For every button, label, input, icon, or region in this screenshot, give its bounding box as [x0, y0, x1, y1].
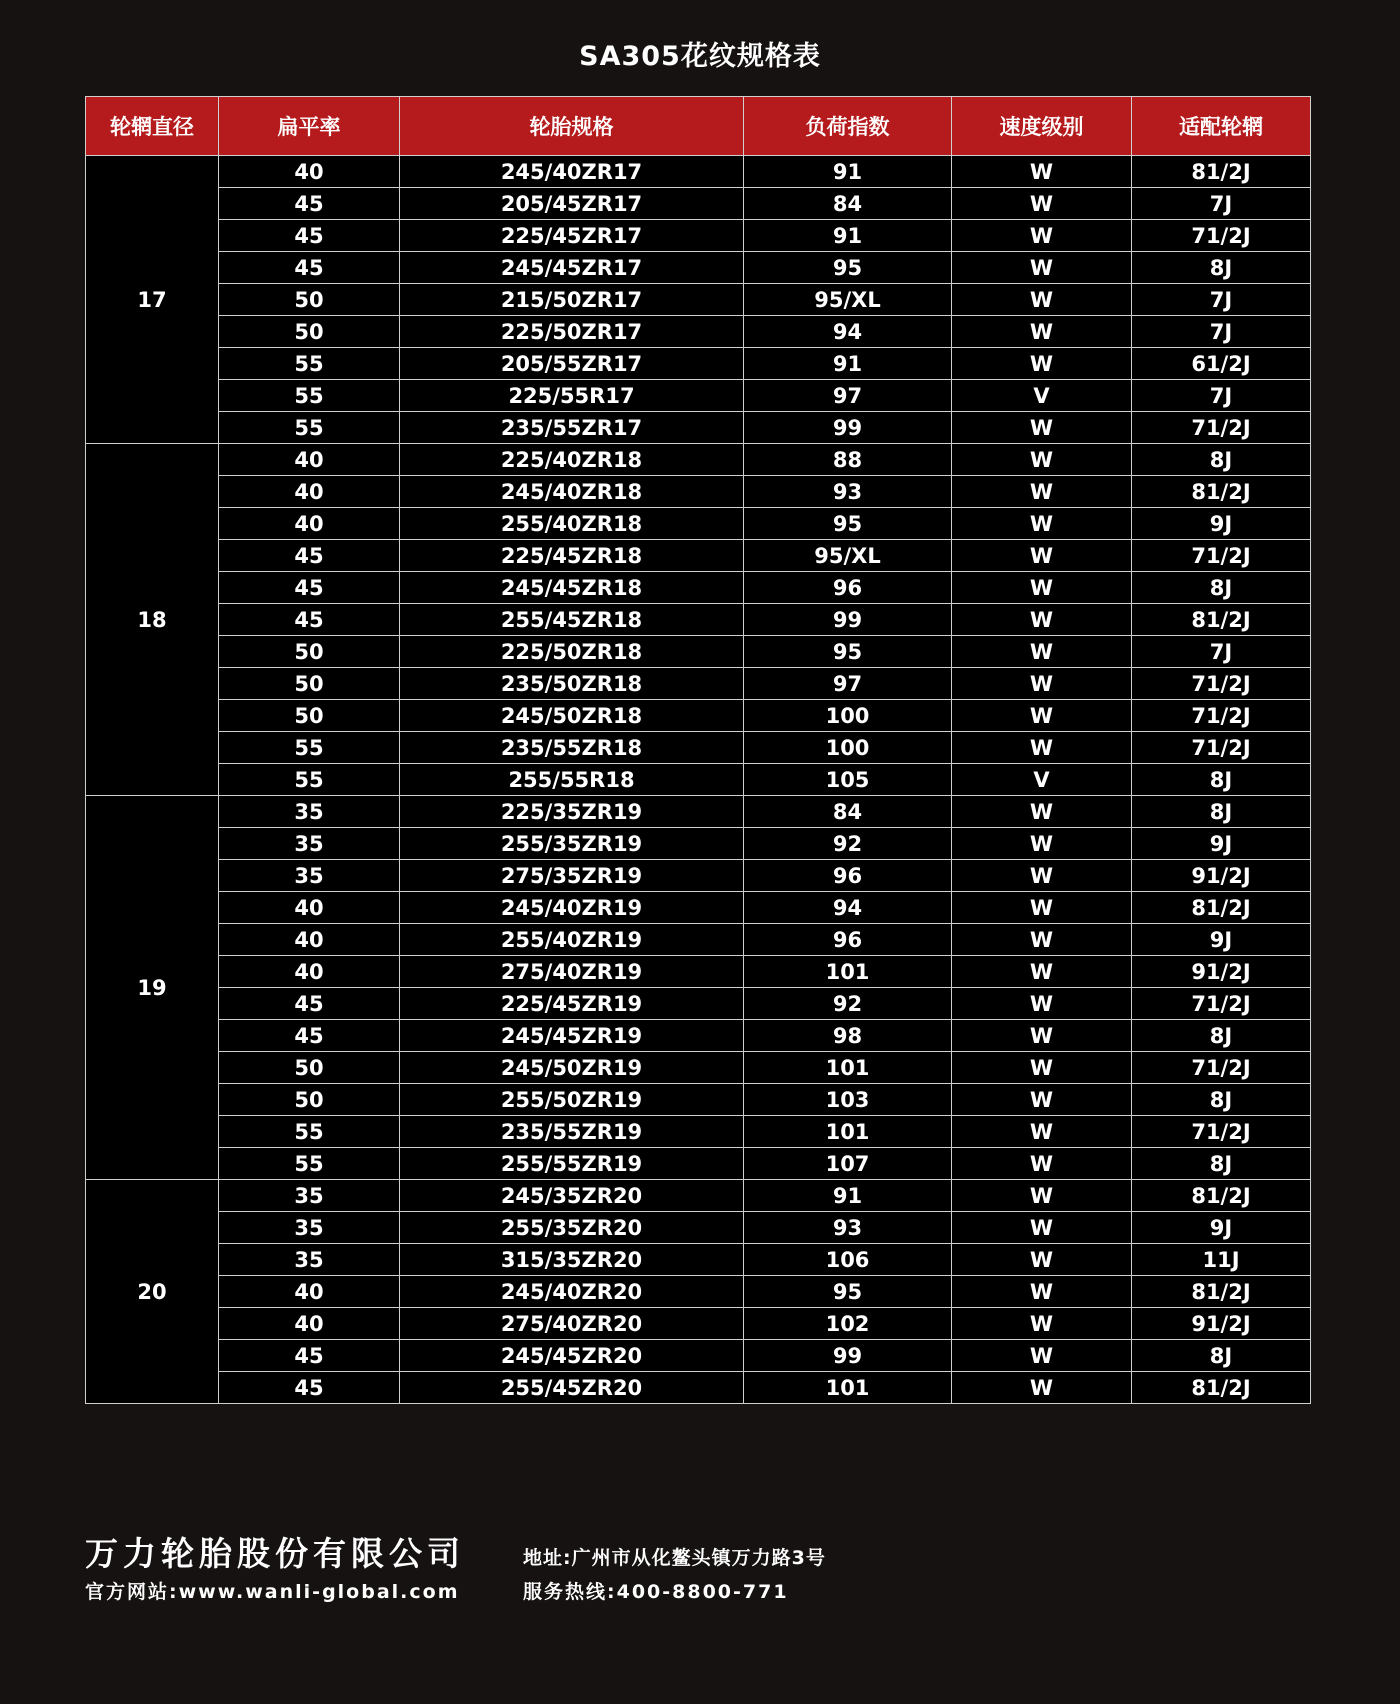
rim-diameter-cell: 20: [86, 1180, 219, 1404]
website-link[interactable]: 官方网站:www.wanli-global.com: [85, 1581, 460, 1603]
aspect-ratio-cell: 45: [219, 988, 400, 1020]
rim-fit-cell: 71/2J: [1132, 540, 1311, 572]
speed-rating-cell: W: [952, 1340, 1132, 1372]
tire-size-cell: 245/45ZR18: [400, 572, 744, 604]
rim-fit-cell: 71/2J: [1132, 988, 1311, 1020]
table-row: [86, 732, 1311, 764]
table-row: [86, 796, 1311, 828]
tire-size-cell: 245/40ZR17: [400, 156, 744, 188]
rim-fit-cell: 61/2J: [1132, 348, 1311, 380]
load-index-cell: 103: [744, 1084, 952, 1116]
load-index-cell: 96: [744, 924, 952, 956]
tire-size-cell: 235/55ZR19: [400, 1116, 744, 1148]
table-row: [86, 252, 1311, 284]
rim-fit-cell: 8J: [1132, 764, 1311, 796]
rim-fit-cell: 71/2J: [1132, 700, 1311, 732]
table-row: [86, 1084, 1311, 1116]
rim-diameter-cell: 18: [86, 444, 219, 796]
rim-fit-cell: 81/2J: [1132, 892, 1311, 924]
rim-fit-cell: 9J: [1132, 828, 1311, 860]
aspect-ratio-cell: 40: [219, 508, 400, 540]
speed-rating-cell: W: [952, 892, 1132, 924]
load-index-cell: 98: [744, 1020, 952, 1052]
load-index-cell: 84: [744, 188, 952, 220]
load-index-cell: 88: [744, 444, 952, 476]
rim-fit-cell: 81/2J: [1132, 1180, 1311, 1212]
table-row: [86, 572, 1311, 604]
tire-size-cell: 275/40ZR20: [400, 1308, 744, 1340]
rim-fit-cell: 91/2J: [1132, 860, 1311, 892]
aspect-ratio-cell: 55: [219, 1116, 400, 1148]
table-row: [86, 988, 1311, 1020]
table-row: [86, 1212, 1311, 1244]
rim-fit-cell: 71/2J: [1132, 220, 1311, 252]
rim-fit-cell: 8J: [1132, 1340, 1311, 1372]
speed-rating-cell: W: [952, 1212, 1132, 1244]
aspect-ratio-cell: 40: [219, 892, 400, 924]
table-row: [86, 1052, 1311, 1084]
aspect-ratio-cell: 40: [219, 476, 400, 508]
aspect-ratio-cell: 35: [219, 860, 400, 892]
tire-size-cell: 235/50ZR18: [400, 668, 744, 700]
load-index-cell: 95/XL: [744, 540, 952, 572]
rim-fit-cell: 7J: [1132, 636, 1311, 668]
load-index-cell: 97: [744, 668, 952, 700]
table-row: [86, 860, 1311, 892]
table-header-row: [86, 97, 1311, 156]
rim-fit-cell: 8J: [1132, 444, 1311, 476]
aspect-ratio-cell: 40: [219, 924, 400, 956]
company-name: 万力轮胎股份有限公司: [85, 1534, 465, 1573]
load-index-cell: 91: [744, 1180, 952, 1212]
tire-size-cell: 255/55ZR19: [400, 1148, 744, 1180]
tire-size-cell: 255/45ZR18: [400, 604, 744, 636]
rim-fit-cell: 9J: [1132, 924, 1311, 956]
speed-rating-cell: W: [952, 156, 1132, 188]
load-index-cell: 101: [744, 1116, 952, 1148]
aspect-ratio-cell: 50: [219, 1052, 400, 1084]
tire-size-cell: 205/55ZR17: [400, 348, 744, 380]
tire-size-cell: 255/35ZR19: [400, 828, 744, 860]
tire-size-cell: 205/45ZR17: [400, 188, 744, 220]
aspect-ratio-cell: 35: [219, 1212, 400, 1244]
rim-fit-cell: 71/2J: [1132, 412, 1311, 444]
aspect-ratio-cell: 40: [219, 1308, 400, 1340]
load-index-cell: 94: [744, 892, 952, 924]
load-index-cell: 92: [744, 828, 952, 860]
tire-size-cell: 245/35ZR20: [400, 1180, 744, 1212]
load-index-cell: 101: [744, 1372, 952, 1404]
rim-fit-cell: 91/2J: [1132, 956, 1311, 988]
speed-rating-cell: W: [952, 1020, 1132, 1052]
tire-size-cell: 225/45ZR19: [400, 988, 744, 1020]
speed-rating-cell: W: [952, 412, 1132, 444]
table-row: [86, 1180, 1311, 1212]
speed-rating-cell: W: [952, 604, 1132, 636]
tire-size-cell: 215/50ZR17: [400, 284, 744, 316]
tire-size-cell: 225/55R17: [400, 380, 744, 412]
aspect-ratio-cell: 45: [219, 1020, 400, 1052]
speed-rating-cell: W: [952, 700, 1132, 732]
table-row: [86, 316, 1311, 348]
tire-size-cell: 245/50ZR19: [400, 1052, 744, 1084]
table-row: [86, 1244, 1311, 1276]
aspect-ratio-cell: 55: [219, 348, 400, 380]
speed-rating-cell: W: [952, 188, 1132, 220]
load-index-cell: 95: [744, 252, 952, 284]
header-load-index: 负荷指数: [744, 97, 952, 156]
speed-rating-cell: W: [952, 316, 1132, 348]
rim-fit-cell: 7J: [1132, 380, 1311, 412]
aspect-ratio-cell: 50: [219, 1084, 400, 1116]
rim-fit-cell: 8J: [1132, 1020, 1311, 1052]
load-index-cell: 93: [744, 476, 952, 508]
tire-size-cell: 255/40ZR18: [400, 508, 744, 540]
tire-size-cell: 225/40ZR18: [400, 444, 744, 476]
speed-rating-cell: W: [952, 540, 1132, 572]
tire-size-cell: 225/35ZR19: [400, 796, 744, 828]
table-row: [86, 188, 1311, 220]
table-row: [86, 1020, 1311, 1052]
tire-size-cell: 225/50ZR17: [400, 316, 744, 348]
table-row: [86, 284, 1311, 316]
speed-rating-cell: W: [952, 988, 1132, 1020]
load-index-cell: 105: [744, 764, 952, 796]
load-index-cell: 94: [744, 316, 952, 348]
load-index-cell: 97: [744, 380, 952, 412]
aspect-ratio-cell: 45: [219, 604, 400, 636]
rim-fit-cell: 8J: [1132, 1148, 1311, 1180]
speed-rating-cell: W: [952, 732, 1132, 764]
tire-size-cell: 255/35ZR20: [400, 1212, 744, 1244]
spec-table: [85, 96, 1311, 1404]
tire-size-cell: 245/45ZR20: [400, 1340, 744, 1372]
table-row: [86, 220, 1311, 252]
load-index-cell: 95: [744, 636, 952, 668]
table-row: [86, 348, 1311, 380]
aspect-ratio-cell: 45: [219, 220, 400, 252]
tire-size-cell: 245/45ZR19: [400, 1020, 744, 1052]
aspect-ratio-cell: 55: [219, 732, 400, 764]
speed-rating-cell: W: [952, 924, 1132, 956]
table-row: [86, 1276, 1311, 1308]
speed-rating-cell: W: [952, 828, 1132, 860]
rim-fit-cell: 7J: [1132, 284, 1311, 316]
speed-rating-cell: W: [952, 508, 1132, 540]
load-index-cell: 100: [744, 732, 952, 764]
aspect-ratio-cell: 35: [219, 828, 400, 860]
rim-diameter-cell: 17: [86, 156, 219, 444]
aspect-ratio-cell: 50: [219, 316, 400, 348]
tire-size-cell: 275/35ZR19: [400, 860, 744, 892]
load-index-cell: 96: [744, 860, 952, 892]
speed-rating-cell: W: [952, 796, 1132, 828]
table-row: [86, 508, 1311, 540]
table-row: [86, 636, 1311, 668]
rim-fit-cell: 71/2J: [1132, 668, 1311, 700]
load-index-cell: 99: [744, 1340, 952, 1372]
speed-rating-cell: W: [952, 1052, 1132, 1084]
speed-rating-cell: W: [952, 284, 1132, 316]
speed-rating-cell: W: [952, 1308, 1132, 1340]
rim-fit-cell: 81/2J: [1132, 604, 1311, 636]
load-index-cell: 95: [744, 508, 952, 540]
load-index-cell: 84: [744, 796, 952, 828]
table-body: [86, 156, 1311, 1404]
load-index-cell: 91: [744, 156, 952, 188]
aspect-ratio-cell: 50: [219, 636, 400, 668]
speed-rating-cell: W: [952, 668, 1132, 700]
load-index-cell: 96: [744, 572, 952, 604]
rim-fit-cell: 71/2J: [1132, 1116, 1311, 1148]
load-index-cell: 95/XL: [744, 284, 952, 316]
speed-rating-cell: W: [952, 1276, 1132, 1308]
tire-size-cell: 245/45ZR17: [400, 252, 744, 284]
tire-size-cell: 255/40ZR19: [400, 924, 744, 956]
table-row: [86, 1116, 1311, 1148]
speed-rating-cell: W: [952, 1244, 1132, 1276]
rim-fit-cell: 11J: [1132, 1244, 1311, 1276]
tire-size-cell: 225/50ZR18: [400, 636, 744, 668]
aspect-ratio-cell: 45: [219, 1372, 400, 1404]
table-row: [86, 700, 1311, 732]
rim-fit-cell: 8J: [1132, 252, 1311, 284]
rim-fit-cell: 71/2J: [1132, 1052, 1311, 1084]
speed-rating-cell: W: [952, 1180, 1132, 1212]
aspect-ratio-cell: 45: [219, 572, 400, 604]
aspect-ratio-cell: 50: [219, 700, 400, 732]
speed-rating-cell: V: [952, 380, 1132, 412]
tire-size-cell: 235/55ZR17: [400, 412, 744, 444]
tire-size-cell: 225/45ZR18: [400, 540, 744, 572]
table-row: [86, 444, 1311, 476]
table-row: [86, 668, 1311, 700]
aspect-ratio-cell: 55: [219, 412, 400, 444]
table-row: [86, 1372, 1311, 1404]
speed-rating-cell: W: [952, 1148, 1132, 1180]
rim-fit-cell: 91/2J: [1132, 1308, 1311, 1340]
tire-size-cell: 255/50ZR19: [400, 1084, 744, 1116]
aspect-ratio-cell: 40: [219, 1276, 400, 1308]
rim-fit-cell: 81/2J: [1132, 156, 1311, 188]
rim-fit-cell: 81/2J: [1132, 1372, 1311, 1404]
table-row: [86, 604, 1311, 636]
table-row: [86, 476, 1311, 508]
aspect-ratio-cell: 55: [219, 1148, 400, 1180]
tire-size-cell: 245/50ZR18: [400, 700, 744, 732]
rim-fit-cell: 9J: [1132, 508, 1311, 540]
speed-rating-cell: W: [952, 572, 1132, 604]
header-tire-size: 轮胎规格: [400, 97, 744, 156]
load-index-cell: 99: [744, 604, 952, 636]
aspect-ratio-cell: 35: [219, 1180, 400, 1212]
load-index-cell: 91: [744, 220, 952, 252]
speed-rating-cell: W: [952, 636, 1132, 668]
header-rim-diameter: 轮辋直径: [86, 97, 219, 156]
speed-rating-cell: V: [952, 764, 1132, 796]
page-title: SA305花纹规格表: [579, 41, 821, 72]
rim-fit-cell: 7J: [1132, 316, 1311, 348]
table-row: [86, 1148, 1311, 1180]
rim-fit-cell: 81/2J: [1132, 1276, 1311, 1308]
aspect-ratio-cell: 45: [219, 252, 400, 284]
load-index-cell: 100: [744, 700, 952, 732]
table-row: [86, 156, 1311, 188]
table-row: [86, 540, 1311, 572]
header-rim-fit: 适配轮辋: [1132, 97, 1311, 156]
aspect-ratio-cell: 35: [219, 1244, 400, 1276]
aspect-ratio-cell: 55: [219, 764, 400, 796]
tire-size-cell: 315/35ZR20: [400, 1244, 744, 1276]
load-index-cell: 95: [744, 1276, 952, 1308]
table-row: [86, 380, 1311, 412]
rim-fit-cell: 7J: [1132, 188, 1311, 220]
load-index-cell: 99: [744, 412, 952, 444]
load-index-cell: 102: [744, 1308, 952, 1340]
rim-diameter-cell: 19: [86, 796, 219, 1180]
load-index-cell: 107: [744, 1148, 952, 1180]
table-row: [86, 892, 1311, 924]
aspect-ratio-cell: 40: [219, 444, 400, 476]
speed-rating-cell: W: [952, 220, 1132, 252]
table-row: [86, 764, 1311, 796]
speed-rating-cell: W: [952, 860, 1132, 892]
load-index-cell: 91: [744, 348, 952, 380]
table-row: [86, 828, 1311, 860]
header-aspect-ratio: 扁平率: [219, 97, 400, 156]
speed-rating-cell: W: [952, 1372, 1132, 1404]
speed-rating-cell: W: [952, 956, 1132, 988]
header-speed-rating: 速度级别: [952, 97, 1132, 156]
table-row: [86, 956, 1311, 988]
service-hotline: 服务热线:400-8800-771: [523, 1581, 789, 1603]
rim-fit-cell: 9J: [1132, 1212, 1311, 1244]
rim-fit-cell: 8J: [1132, 1084, 1311, 1116]
tire-size-cell: 225/45ZR17: [400, 220, 744, 252]
aspect-ratio-cell: 40: [219, 956, 400, 988]
aspect-ratio-cell: 45: [219, 188, 400, 220]
rim-fit-cell: 81/2J: [1132, 476, 1311, 508]
aspect-ratio-cell: 45: [219, 540, 400, 572]
tire-size-cell: 255/45ZR20: [400, 1372, 744, 1404]
speed-rating-cell: W: [952, 444, 1132, 476]
table-row: [86, 1308, 1311, 1340]
aspect-ratio-cell: 50: [219, 284, 400, 316]
load-index-cell: 92: [744, 988, 952, 1020]
speed-rating-cell: W: [952, 476, 1132, 508]
speed-rating-cell: W: [952, 1084, 1132, 1116]
aspect-ratio-cell: 50: [219, 668, 400, 700]
tire-size-cell: 275/40ZR19: [400, 956, 744, 988]
table-row: [86, 412, 1311, 444]
rim-fit-cell: 71/2J: [1132, 732, 1311, 764]
rim-fit-cell: 8J: [1132, 572, 1311, 604]
tire-size-cell: 255/55R18: [400, 764, 744, 796]
tire-size-cell: 245/40ZR20: [400, 1276, 744, 1308]
table-row: [86, 924, 1311, 956]
speed-rating-cell: W: [952, 1116, 1132, 1148]
speed-rating-cell: W: [952, 252, 1132, 284]
aspect-ratio-cell: 35: [219, 796, 400, 828]
company-address: 地址:广州市从化鳌头镇万力路3号: [523, 1547, 826, 1569]
load-index-cell: 101: [744, 1052, 952, 1084]
table-row: [86, 1340, 1311, 1372]
aspect-ratio-cell: 55: [219, 380, 400, 412]
load-index-cell: 101: [744, 956, 952, 988]
rim-fit-cell: 8J: [1132, 796, 1311, 828]
tire-size-cell: 245/40ZR19: [400, 892, 744, 924]
speed-rating-cell: W: [952, 348, 1132, 380]
aspect-ratio-cell: 40: [219, 156, 400, 188]
tire-size-cell: 245/40ZR18: [400, 476, 744, 508]
tire-size-cell: 235/55ZR18: [400, 732, 744, 764]
load-index-cell: 106: [744, 1244, 952, 1276]
aspect-ratio-cell: 45: [219, 1340, 400, 1372]
load-index-cell: 93: [744, 1212, 952, 1244]
